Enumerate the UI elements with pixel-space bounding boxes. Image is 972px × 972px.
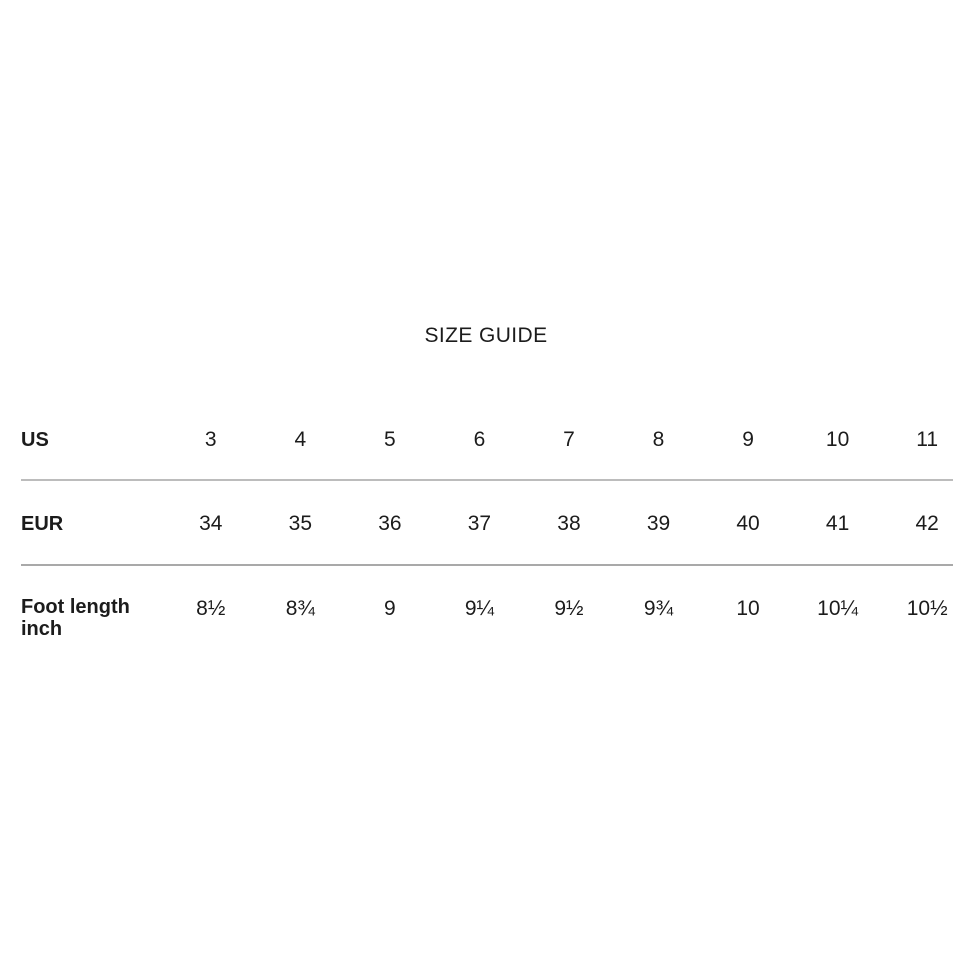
size-cell: 6 [473,428,486,451]
row-label-line1: Foot length [21,596,130,618]
table-row-us [21,410,972,480]
size-cell: 9¼ [464,597,495,620]
size-cell: 38 [557,512,581,535]
size-cell: 9 [742,428,754,451]
size-cell: 10 [825,428,850,451]
size-cell: 9¾ [643,597,674,620]
size-guide-table [21,410,972,660]
size-cell: 35 [288,512,312,535]
size-cell: 8 [652,428,665,451]
table-row-eur [21,480,972,566]
size-cell: 10¼ [817,597,859,620]
size-cell: 8¾ [285,597,315,620]
size-cell: 8½ [196,597,226,620]
size-cell: 36 [378,512,402,535]
size-cell: 4 [294,428,307,451]
size-cell: 9½ [554,597,584,620]
row-label-line2: inch [21,618,63,640]
divider-line-top [21,479,953,481]
size-cell: 39 [646,512,671,535]
table-row-foot-length [21,566,972,660]
row-label-eur: EUR [21,513,64,535]
size-cell: 42 [915,512,939,535]
size-cell: 10½ [906,597,948,620]
row-label-us: US [21,429,49,451]
size-cell: 34 [199,512,223,535]
size-cell: 40 [736,512,760,535]
size-cell: 7 [563,428,575,451]
size-cell: 10 [736,597,760,620]
row-label-foot-length [21,566,166,660]
size-cell: 5 [384,428,396,451]
page-title: SIZE GUIDE [424,324,548,347]
size-cell: 3 [204,428,217,451]
size-cell: 37 [467,512,492,535]
size-cell: 11 [916,428,939,451]
divider-line-bottom [21,564,953,566]
size-cell: 41 [825,512,850,535]
size-cell: 9 [384,597,396,620]
